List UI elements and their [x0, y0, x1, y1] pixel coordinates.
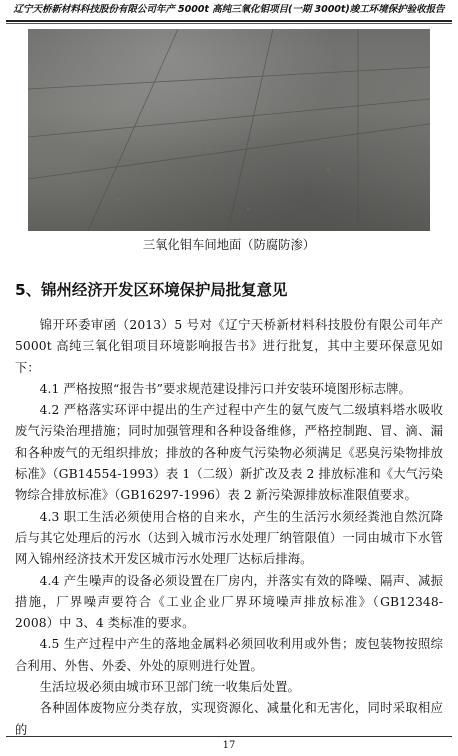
section-body [15, 315, 443, 741]
figure-caption: 三氧化钼车间地面（防腐防渗） [142, 238, 316, 252]
page-number: 17 [222, 740, 236, 751]
paragraph-4-5: 4.5 生产过程中产生的落地金属料必须回收利用或外售；废包装物按照综合利用、外售、外委、外处的原则进行处置。 [15, 637, 443, 673]
floor-seams [28, 29, 430, 231]
header-rule [6, 20, 452, 22]
section-heading: 5、锦州经济开发区环境保护局批复意见 [15, 281, 288, 299]
footer-rule [6, 736, 452, 737]
paragraph-4-1: 4.1 严格按照“报告书”要求规范建设排污口并安装环境图形标志牌。 [39, 381, 411, 396]
paragraph-4-4: 4.4 产生噪声的设备必须设置在厂房内，并落实有效的降噪、隔声、减振措施，厂界噪声要符合《工业企业厂界环境噪声排放标准》（GB12348-2008）中 3、4 类标准的要求。 [15, 573, 443, 631]
paragraph-intro: 锦开环委审函（2013）5 号对《辽宁天桥新材料科技股份有限公司年产 5000t 高纯三氧化钼项目环境影响报告书》进行批复，其中主要环保意见如下： [15, 318, 443, 375]
header-rule-thin [6, 23, 452, 24]
paragraph-4-3: 4.3 职工生活必须使用合格的自来水，产生的生活污水须经粪池自然沉降后与其它处理后的污水（达到入城市污水处理厂纳管限值）一同由城市下水管网入锦州经济技术开发区城市污水处理厂达标后排海。 [15, 509, 443, 567]
running-header: 辽宁天桥新材料科技股份有限公司年产 5000t 高纯三氧化钼项目(一期 3000t)竣工环境保护验收报告 [13, 4, 445, 15]
paragraph-4-2: 4.2 严格落实环评中提出的生产过程中产生的氨气废气二级填料塔水吸收废气污染治理措施；同时加强管理和各种设备维修，严格控制跑、冒、滴、漏和各种废气的无组织排放；排放的各种废气污染物必须满足《恶臭污染物排放标准》（GB14554-1993）表 1（二级）新扩改及表 2 排放标准和《大气污染物综合排放标准》（GB16297-1996）表 2 新污染源排放标准限值要求。 [15, 403, 443, 503]
paragraph-domestic-waste: 生活垃圾必须由城市环卫部门统一收集后处置。 [39, 680, 300, 695]
factory-floor-photo [28, 29, 430, 231]
paragraph-solid-waste: 各种固体废物应分类存放，实现资源化、减量化和无害化，同时采取相应的 [15, 701, 443, 737]
